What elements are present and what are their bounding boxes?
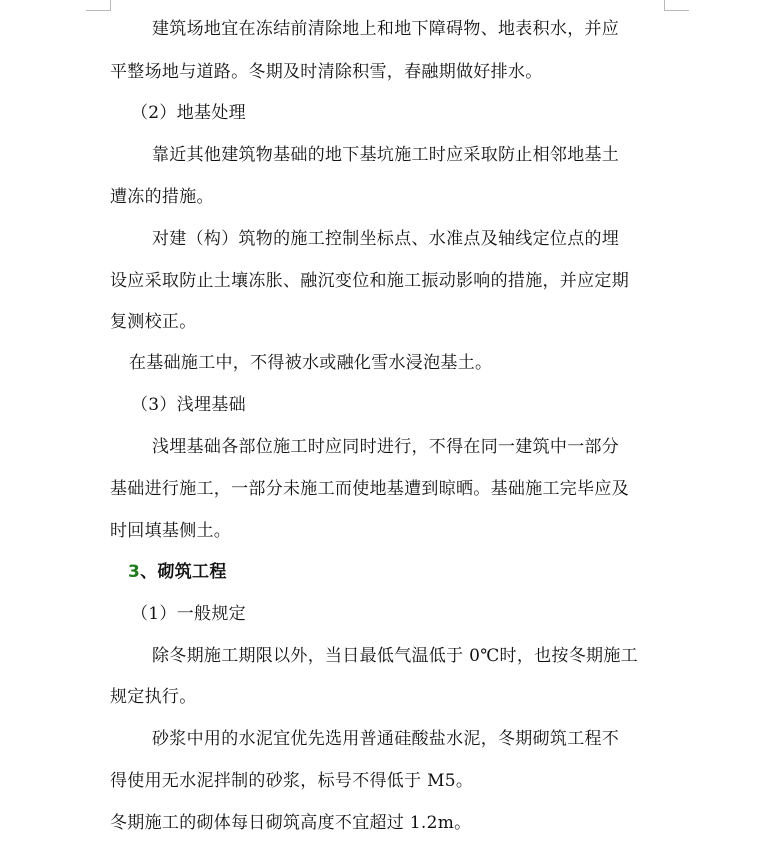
paragraph-line: 得使用无水泥拌制的砂浆，标号不得低于 M5。 [110,771,474,791]
page-corner-mark-left [86,0,111,11]
paragraph-line: 浅埋基础各部位施工时应同时进行，不得在同一建筑中一部分 [152,437,620,457]
paragraph-line: 冬期施工的砌体每日砌筑高度不宜超过 1.2m。 [110,813,472,833]
subheading-shallow-foundation: （3）浅埋基础 [131,395,246,415]
section-number: 3 [128,562,141,582]
page-corner-mark-right [664,0,689,11]
paragraph-line: 在基础施工中，不得被水或融化雪水浸泡基土。 [129,353,493,373]
subheading-foundation-treatment: （2）地基处理 [131,103,246,123]
paragraph-line: 设应采取防止土壤冻胀、融沉变位和施工振动影响的措施，并应定期 [110,271,629,291]
paragraph-line: 平整场地与道路。冬期及时清除积雪，春融期做好排水。 [110,62,543,82]
section-title: 、砌筑工程 [140,562,227,582]
paragraph-line: 复测校正。 [110,312,197,332]
paragraph-line: 规定执行。 [110,687,197,707]
paragraph-line: 时回填基侧土。 [110,521,232,541]
section-heading-masonry [128,561,227,583]
subheading-general-rules: （1）一般规定 [131,604,246,624]
paragraph-line: 对建（构）筑物的施工控制坐标点、水准点及轴线定位点的埋 [152,229,620,249]
paragraph-line: 靠近其他建筑物基础的地下基坑施工时应采取防止相邻地基土 [152,145,620,165]
paragraph-line: 建筑场地宜在冻结前清除地上和地下障碍物、地表积水，并应 [152,19,620,39]
paragraph-line: 遭冻的措施。 [110,187,214,207]
paragraph-line: 除冬期施工期限以外，当日最低气温低于 0℃时，也按冬期施工 [152,646,638,666]
paragraph-line: 基础进行施工，一部分未施工而使地基遭到晾晒。基础施工完毕应及 [110,479,629,499]
paragraph-line: 砂浆中用的水泥宜优先选用普通硅酸盐水泥，冬期砌筑工程不 [152,729,620,749]
